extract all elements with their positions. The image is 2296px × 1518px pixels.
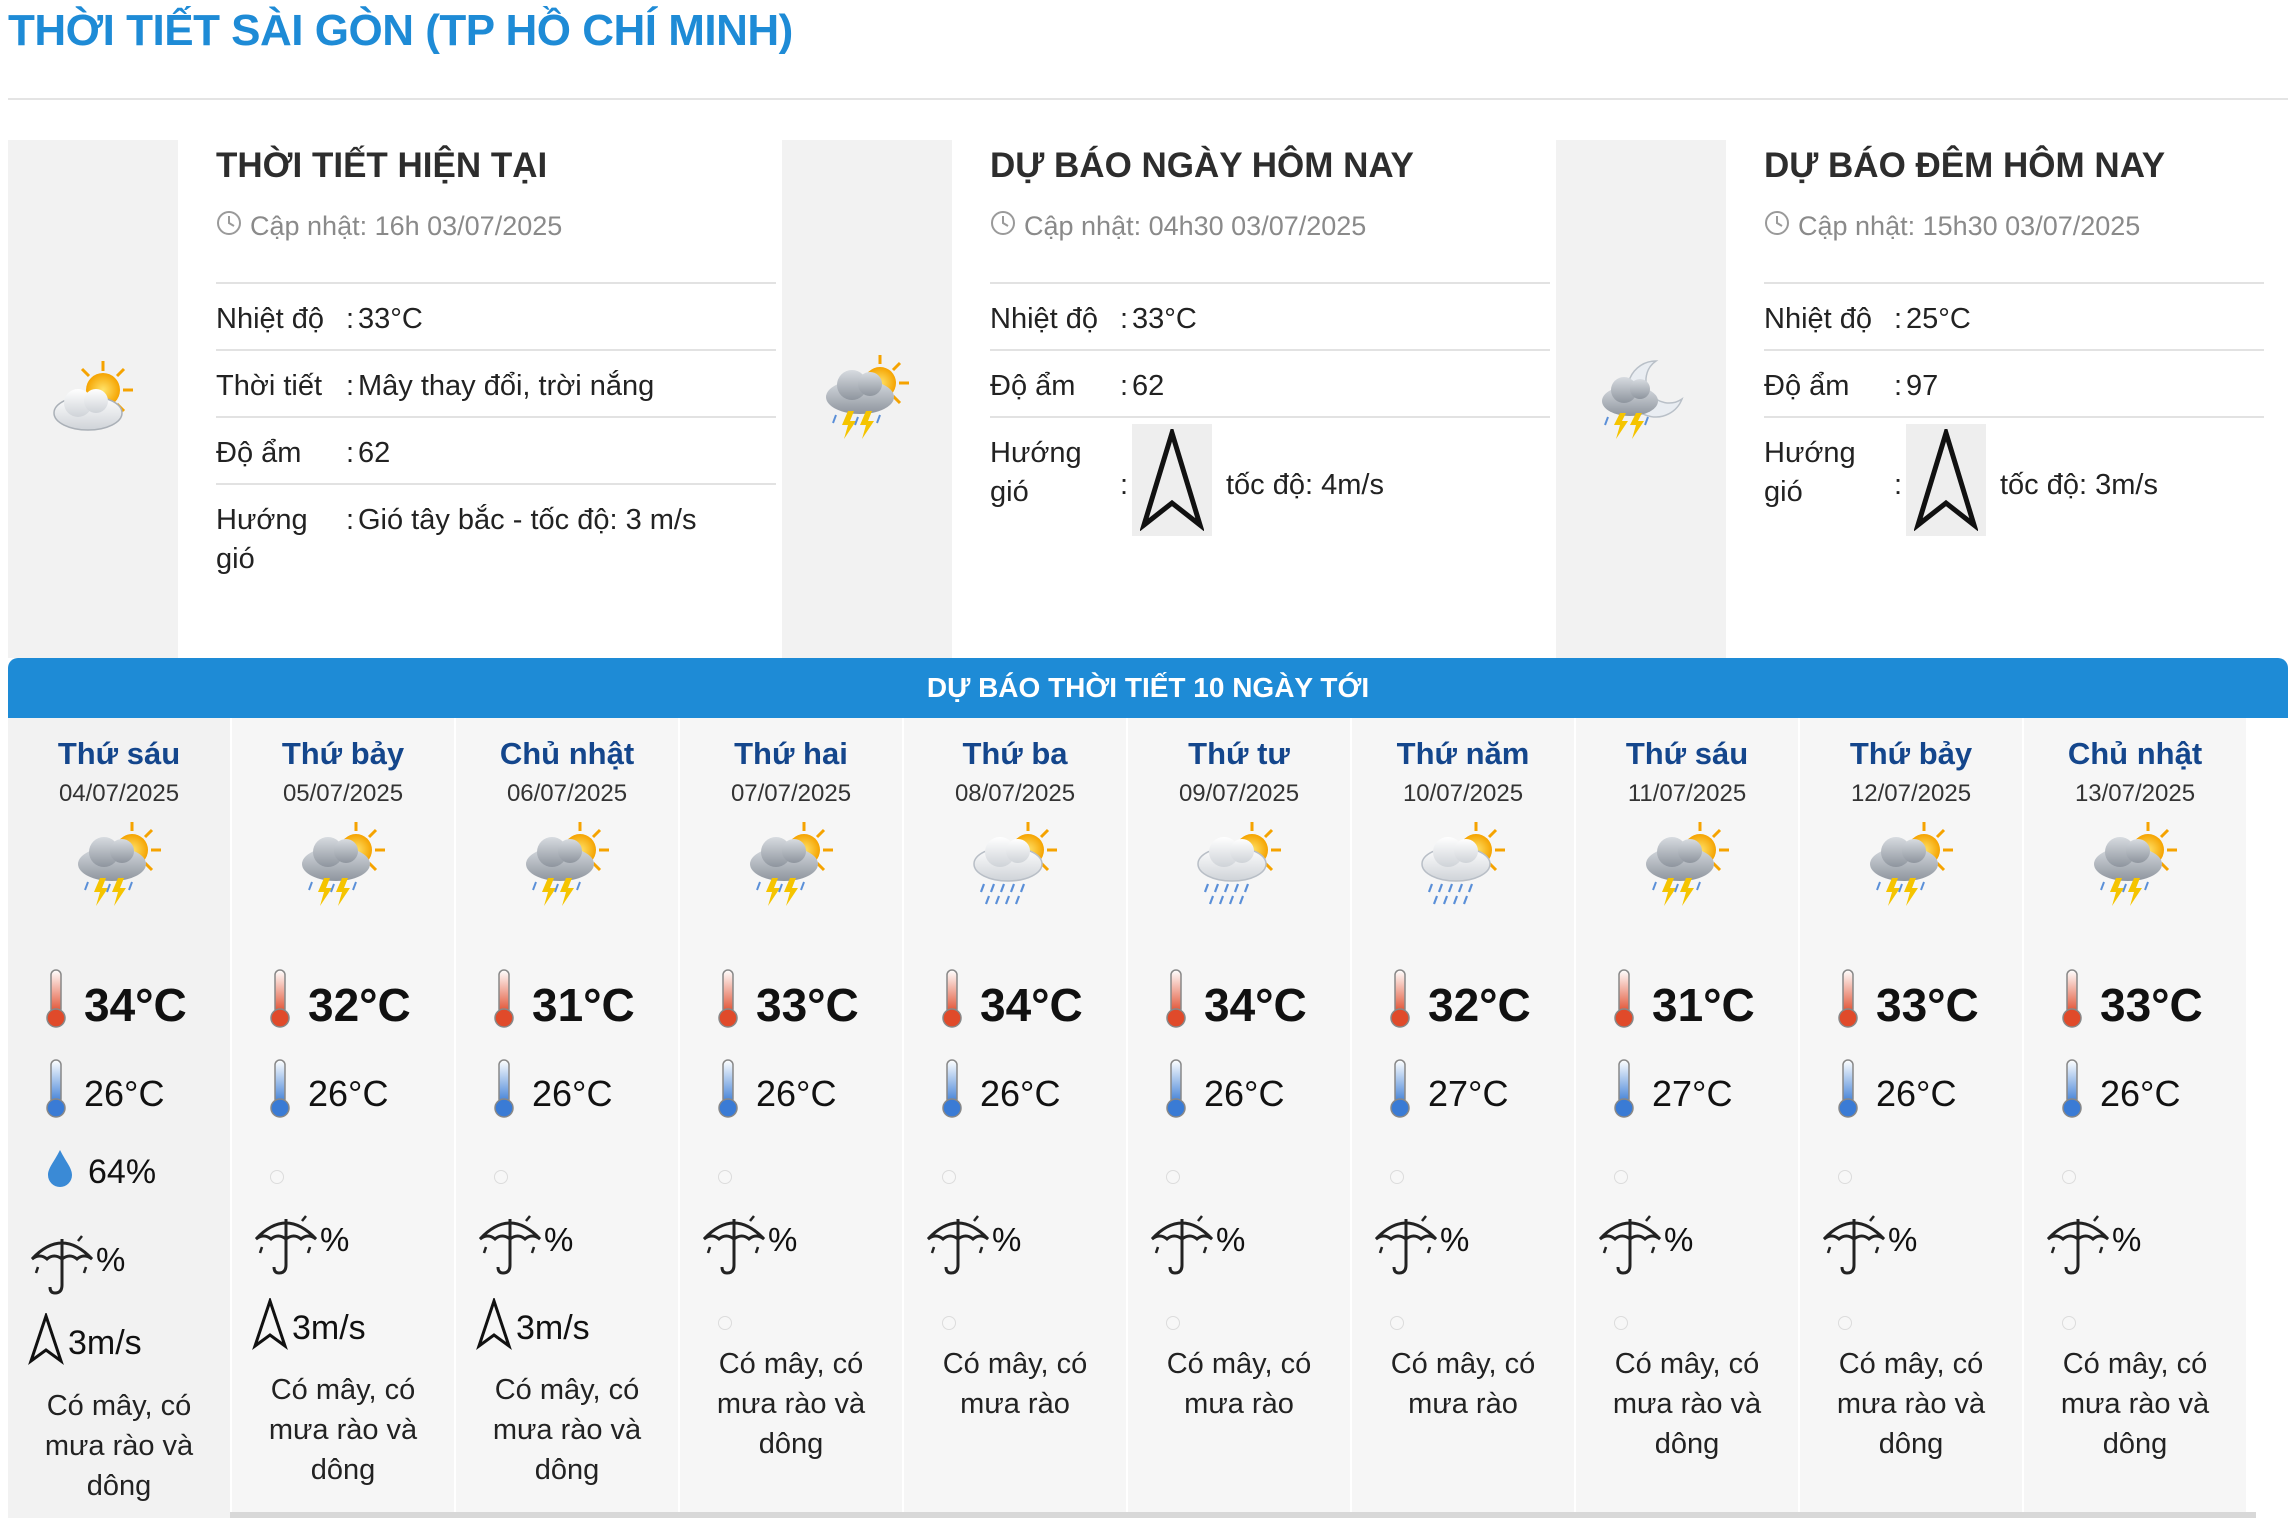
- max-temp: 31°C: [1612, 968, 1755, 1041]
- forecast-day: [1800, 718, 2024, 1518]
- rain-chance: %: [1820, 1213, 1917, 1283]
- thermometer-cold-icon: [268, 1058, 292, 1129]
- day-description: Có mây, có mưa rào và dông: [268, 1374, 418, 1486]
- min-temp: 26°C: [492, 1058, 612, 1129]
- day-date: 12/07/2025: [1850, 780, 1972, 807]
- thunderstorm-moon-icon: [1596, 351, 1686, 448]
- rain-chance: %: [1148, 1213, 1245, 1283]
- wind-direction-arrow-icon: [28, 1313, 64, 1374]
- day-date: 10/07/2025: [1402, 780, 1524, 807]
- wind-speed: 3m/s: [28, 1313, 142, 1374]
- day-description: Có mây, có mưa rào và dông: [44, 1390, 194, 1502]
- min-temp: 27°C: [1388, 1058, 1508, 1129]
- rain-chance: %: [28, 1233, 125, 1303]
- umbrella-icon: [476, 1213, 544, 1283]
- min-temp: 26°C: [1164, 1058, 1284, 1129]
- thunderstorm-sun-icon: [745, 818, 837, 915]
- placeholder-dot-icon: [1166, 1316, 1180, 1330]
- tonight-temp-value: : 25°C: [1884, 300, 2264, 339]
- forecast-day: [680, 718, 904, 1518]
- umbrella-icon: [2044, 1213, 2112, 1283]
- forecast-header: DỰ BÁO THỜI TIẾT 10 NGÀY TỚI: [8, 658, 2288, 718]
- forecast-day: [456, 718, 680, 1518]
- min-temp: 26°C: [2060, 1058, 2180, 1129]
- wind-direction-arrow-icon: [252, 1298, 288, 1359]
- placeholder-dot-icon: [942, 1316, 956, 1330]
- day-date: 04/07/2025: [58, 780, 180, 807]
- today-temp-row: Nhiệt độ : 33°C: [990, 282, 1550, 349]
- umbrella-icon: [1148, 1213, 1216, 1283]
- max-temp: 33°C: [2060, 968, 2203, 1041]
- day-name: Thứ sáu: [57, 736, 181, 771]
- day-date: 09/07/2025: [1178, 780, 1300, 807]
- title-divider: [8, 98, 2288, 100]
- umbrella-icon: [924, 1213, 992, 1283]
- placeholder-dot-icon: [1614, 1316, 1628, 1330]
- day-date: 07/07/2025: [730, 780, 852, 807]
- umbrella-icon: [28, 1233, 96, 1303]
- max-temp: 33°C: [716, 968, 859, 1041]
- clock-icon: [216, 210, 242, 243]
- day-name: Thứ bảy: [1849, 736, 1973, 771]
- thermometer-cold-icon: [940, 1058, 964, 1129]
- thermometer-hot-icon: [1164, 968, 1188, 1041]
- max-temp: 34°C: [44, 968, 187, 1041]
- tonight-humidity-row: Độ ẩm : 97: [1764, 349, 2264, 416]
- forecast-day: [8, 718, 232, 1518]
- forecast-days: [8, 718, 2248, 1518]
- current-wind-row: Hướng gió : Gió tây bắc - tốc độ: 3 m/s: [216, 483, 776, 589]
- thunderstorm-sun-icon: [2089, 818, 2181, 915]
- day-name: Thứ hai: [734, 736, 848, 771]
- today-temp-value: : 33°C: [1110, 300, 1550, 339]
- sun-cloud-icon: [48, 357, 138, 442]
- wind-direction-arrow-icon: [1132, 424, 1212, 536]
- thermometer-hot-icon: [1612, 968, 1636, 1041]
- today-forecast-panel: [782, 140, 1562, 658]
- rain-sun-icon: [969, 818, 1061, 915]
- thunderstorm-sun-icon: [73, 818, 165, 915]
- forecast-day: [232, 718, 456, 1518]
- rain-chance: %: [1596, 1213, 1693, 1283]
- placeholder-dot-icon: [494, 1170, 508, 1184]
- forecast-day: [1128, 718, 1352, 1518]
- current-title: THỜI TIẾT HIỆN TẠI: [216, 146, 548, 185]
- tonight-temp-row: Nhiệt độ : 25°C: [1764, 282, 2264, 349]
- tonight-wind-speed: : tốc độ: 3m/s: [2000, 468, 2158, 501]
- umbrella-icon: [1372, 1213, 1440, 1283]
- humidity: 64%: [44, 1148, 156, 1197]
- current-updated: Cập nhật: 16h 03/07/2025: [216, 210, 562, 243]
- forecast-day: [1576, 718, 1800, 1518]
- max-temp: 31°C: [492, 968, 635, 1041]
- day-name: Thứ bảy: [281, 736, 405, 771]
- today-humidity-value: : 62: [1110, 367, 1550, 406]
- thermometer-cold-icon: [1612, 1058, 1636, 1129]
- placeholder-dot-icon: [1614, 1170, 1628, 1184]
- umbrella-icon: [252, 1213, 320, 1283]
- umbrella-icon: [700, 1213, 768, 1283]
- max-temp: 33°C: [1836, 968, 1979, 1041]
- thermometer-cold-icon: [1388, 1058, 1412, 1129]
- day-date: 08/07/2025: [954, 780, 1076, 807]
- wind-direction-arrow-icon: [476, 1298, 512, 1359]
- placeholder-dot-icon: [2062, 1316, 2076, 1330]
- min-temp: 26°C: [44, 1058, 164, 1129]
- day-name: Thứ ba: [962, 736, 1068, 771]
- umbrella-icon: [1596, 1213, 1664, 1283]
- rain-chance: %: [1372, 1213, 1469, 1283]
- thunderstorm-sun-icon: [1865, 818, 1957, 915]
- day-description: Có mây, có mưa rào và dông: [716, 1348, 866, 1460]
- placeholder-dot-icon: [1390, 1316, 1404, 1330]
- bottom-divider: [230, 1512, 2256, 1518]
- day-description: Có mây, có mưa rào: [942, 1348, 1088, 1420]
- day-description: Có mây, có mưa rào: [1390, 1348, 1536, 1420]
- thermometer-hot-icon: [1836, 968, 1860, 1041]
- placeholder-dot-icon: [1390, 1170, 1404, 1184]
- forecast-day: [904, 718, 1128, 1518]
- current-temp-value: : 33°C: [336, 300, 776, 339]
- day-description: Có mây, có mưa rào và dông: [1612, 1348, 1762, 1460]
- placeholder-dot-icon: [270, 1170, 284, 1184]
- day-date: 05/07/2025: [282, 780, 404, 807]
- today-title: DỰ BÁO NGÀY HÔM NAY: [990, 146, 1414, 185]
- thermometer-hot-icon: [1388, 968, 1412, 1041]
- placeholder-dot-icon: [1166, 1170, 1180, 1184]
- current-humidity-row: Độ ẩm : 62: [216, 416, 776, 483]
- thermometer-cold-icon: [716, 1058, 740, 1129]
- today-humidity-row: Độ ẩm : 62: [990, 349, 1550, 416]
- forecast-day: [1352, 718, 1576, 1518]
- day-name: Thứ tư: [1188, 736, 1290, 771]
- placeholder-dot-icon: [718, 1316, 732, 1330]
- min-temp: 26°C: [716, 1058, 836, 1129]
- thermometer-hot-icon: [44, 968, 68, 1041]
- min-temp: 26°C: [940, 1058, 1060, 1129]
- thermometer-cold-icon: [2060, 1058, 2084, 1129]
- water-drop-icon: [44, 1148, 76, 1197]
- thunderstorm-sun-icon: [822, 351, 912, 448]
- rain-chance: %: [924, 1213, 1021, 1283]
- min-temp: 27°C: [1612, 1058, 1732, 1129]
- current-humidity-value: : 62: [336, 434, 776, 473]
- tonight-title: DỰ BÁO ĐÊM HÔM NAY: [1764, 146, 2166, 185]
- day-description: Có mây, có mưa rào: [1166, 1348, 1312, 1420]
- placeholder-dot-icon: [2062, 1170, 2076, 1184]
- wind-speed: 3m/s: [252, 1298, 366, 1359]
- max-temp: 32°C: [1388, 968, 1531, 1041]
- day-description: Có mây, có mưa rào và dông: [2060, 1348, 2210, 1460]
- placeholder-dot-icon: [942, 1170, 956, 1184]
- day-name: Thứ năm: [1396, 736, 1530, 771]
- min-temp: 26°C: [1836, 1058, 1956, 1129]
- day-name: Thứ sáu: [1625, 736, 1749, 771]
- today-updated: Cập nhật: 04h30 03/07/2025: [990, 210, 1366, 243]
- thermometer-hot-icon: [2060, 968, 2084, 1041]
- thermometer-hot-icon: [940, 968, 964, 1041]
- day-name: Chủ nhật: [499, 736, 635, 771]
- rain-sun-icon: [1193, 818, 1285, 915]
- rain-chance: %: [476, 1213, 573, 1283]
- thermometer-cold-icon: [1836, 1058, 1860, 1129]
- day-name: Chủ nhật: [2067, 736, 2203, 771]
- thermometer-hot-icon: [716, 968, 740, 1041]
- placeholder-dot-icon: [1838, 1170, 1852, 1184]
- thunderstorm-sun-icon: [521, 818, 613, 915]
- day-description: Có mây, có mưa rào và dông: [492, 1374, 642, 1486]
- min-temp: 26°C: [268, 1058, 388, 1129]
- thermometer-hot-icon: [492, 968, 516, 1041]
- day-date: 06/07/2025: [506, 780, 628, 807]
- current-wind-value: : Gió tây bắc - tốc độ: 3 m/s: [336, 501, 776, 579]
- thunderstorm-sun-icon: [297, 818, 389, 915]
- tonight-humidity-value: : 97: [1884, 367, 2264, 406]
- day-description: Có mây, có mưa rào và dông: [1836, 1348, 1986, 1460]
- max-temp: 32°C: [268, 968, 411, 1041]
- thermometer-cold-icon: [44, 1058, 68, 1129]
- wind-speed: 3m/s: [476, 1298, 590, 1359]
- rain-chance: %: [2044, 1213, 2141, 1283]
- thermometer-cold-icon: [492, 1058, 516, 1129]
- today-wind-speed: : tốc độ: 4m/s: [1226, 468, 1384, 501]
- current-temp-row: Nhiệt độ : 33°C: [216, 282, 776, 349]
- tonight-forecast-panel: [1556, 140, 2296, 658]
- tonight-wind-row: Hướng gió : tốc độ: 3m/s: [1764, 416, 2264, 546]
- max-temp: 34°C: [940, 968, 1083, 1041]
- current-condition-row: Thời tiết : Mây thay đổi, trời nắng: [216, 349, 776, 416]
- day-date: 11/07/2025: [1627, 780, 1747, 807]
- rain-chance: %: [252, 1213, 349, 1283]
- max-temp: 34°C: [1164, 968, 1307, 1041]
- current-condition-value: : Mây thay đổi, trời nắng: [336, 367, 776, 406]
- wind-direction-arrow-icon: [1906, 424, 1986, 536]
- tonight-updated: Cập nhật: 15h30 03/07/2025: [1764, 210, 2140, 243]
- clock-icon: [990, 210, 1016, 243]
- today-wind-row: Hướng gió : tốc độ: 4m/s: [990, 416, 1550, 546]
- day-date: 13/07/2025: [2074, 780, 2196, 807]
- thunderstorm-sun-icon: [1641, 818, 1733, 915]
- placeholder-dot-icon: [718, 1170, 732, 1184]
- current-weather-panel: [8, 140, 788, 658]
- thermometer-cold-icon: [1164, 1058, 1188, 1129]
- placeholder-dot-icon: [1838, 1316, 1852, 1330]
- rain-sun-icon: [1417, 818, 1509, 915]
- page-title: THỜI TIẾT SÀI GÒN (TP HỒ CHÍ MINH): [8, 6, 793, 55]
- umbrella-icon: [1820, 1213, 1888, 1283]
- clock-icon: [1764, 210, 1790, 243]
- rain-chance: %: [700, 1213, 797, 1283]
- thermometer-hot-icon: [268, 968, 292, 1041]
- forecast-day: [2024, 718, 2248, 1518]
